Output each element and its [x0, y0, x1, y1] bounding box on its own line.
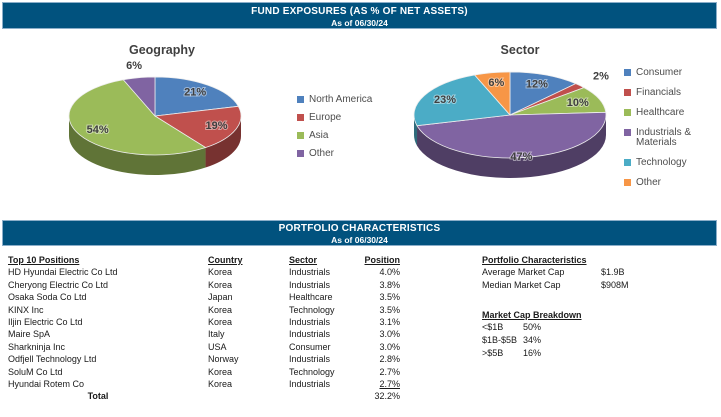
cell-text: 2.8%: [379, 354, 400, 365]
table-cell: [8, 316, 208, 328]
fund-exposures-header-bar: [2, 2, 717, 29]
table-cell: [363, 291, 400, 303]
table-row: [8, 328, 400, 340]
legend-swatch-icon: [624, 69, 631, 76]
legend-item-healthcare: [624, 108, 714, 118]
table-cell: [8, 378, 208, 390]
cell-text: Industrials: [289, 329, 331, 340]
pie-data-label: 23%: [433, 94, 457, 107]
legend-item-technology: [624, 158, 714, 168]
legend-swatch-icon: [624, 179, 631, 186]
cell-text: 3.5%: [379, 292, 400, 303]
pie-data-label: 6%: [126, 60, 143, 73]
table-cell: [208, 353, 289, 365]
sector-chart-title: Sector: [500, 43, 540, 57]
characteristic-row: [482, 266, 629, 278]
cell-text: Korea: [208, 316, 233, 327]
pie-data-label: 12%: [525, 78, 548, 91]
market-cap-breakdown-panel: [482, 309, 582, 360]
table-cell: [289, 279, 363, 291]
table-cell: [363, 254, 400, 266]
table-cell: [208, 254, 289, 266]
table-cell: [8, 266, 208, 278]
table-cell: [363, 328, 400, 340]
cell-text: HD Hyundai Electric Co Ltd: [8, 267, 118, 278]
legend-item-europe: [297, 113, 387, 123]
positions-total-row: [8, 390, 400, 402]
cell-text: Cheryong Electric Co Ltd: [8, 279, 109, 290]
cell-text: 2.7%: [379, 378, 400, 389]
table-cell: [8, 304, 208, 316]
table-cell: [289, 304, 363, 316]
legend-swatch-icon: [297, 150, 304, 157]
pie-data-label: 21%: [184, 86, 207, 99]
table-cell: [289, 254, 363, 266]
cell-text: Industrials: [289, 354, 331, 365]
table-row: [8, 316, 400, 328]
table-row: [8, 353, 400, 365]
cell-text: Technology: [289, 366, 335, 377]
fund-exposures-title: FUND EXPOSURES (AS % OF NET ASSETS): [251, 6, 468, 17]
legend-label: Other: [636, 177, 662, 188]
cell-text: Maire SpA: [8, 329, 51, 340]
table-cell: [8, 341, 208, 353]
geography-pie-chart: [40, 50, 280, 198]
stat-label: <$1B: [482, 322, 504, 333]
cell-text: 3.0%: [379, 329, 400, 340]
cell-text: 3.5%: [379, 304, 400, 315]
portfolio-characteristics-as-of-date: As of 06/30/24: [331, 235, 388, 245]
table-row: [8, 304, 400, 316]
table-row: [8, 279, 400, 291]
portfolio-characteristics-header-bar: [2, 220, 717, 246]
table-cell: [363, 304, 400, 316]
cell-text: Korea: [208, 304, 233, 315]
cell-text: Hyundai Rotem Co: [8, 378, 85, 389]
cell-text: USA: [208, 341, 227, 352]
table-cell: [289, 316, 363, 328]
legend-label: Other: [309, 148, 335, 159]
table-cell: [363, 341, 400, 353]
table-row: [8, 266, 400, 278]
table-cell: [289, 328, 363, 340]
table-cell: [208, 291, 289, 303]
table-cell: [8, 353, 208, 365]
positions-header-row: [8, 254, 400, 266]
legend-label: North America: [309, 94, 373, 105]
legend-item-financials: [624, 88, 714, 98]
pie-data-label: 2%: [593, 70, 609, 83]
table-cell: [363, 366, 400, 378]
table-cell: [363, 316, 400, 328]
cell-text: KINX Inc: [8, 304, 44, 315]
table-cell: [289, 266, 363, 278]
legend-label: Financials: [636, 87, 682, 98]
table-cell: [8, 328, 208, 340]
table-cell: [363, 390, 400, 402]
pie-data-label: 47%: [510, 151, 533, 164]
stat-label: >$5B: [482, 348, 504, 359]
cell-text: Consumer: [289, 341, 331, 352]
cell-text: Industrials: [289, 316, 331, 327]
cell-text: Sharkninja Inc: [8, 341, 66, 352]
legend-label: Healthcare: [636, 107, 685, 118]
market-cap-breakdown-title: Market Cap Breakdown: [482, 310, 582, 320]
cell-text: Total: [87, 391, 109, 402]
legend-swatch-icon: [624, 159, 631, 166]
legend-swatch-icon: [624, 89, 631, 96]
cell-text: Technology: [289, 304, 335, 315]
cell-text: Osaka Soda Co Ltd: [8, 292, 87, 303]
table-cell: [289, 390, 363, 402]
table-cell: [208, 304, 289, 316]
cell-text: 2.7%: [379, 366, 400, 377]
table-cell: [208, 378, 289, 390]
table-cell: [8, 366, 208, 378]
stat-value: 34%: [523, 335, 542, 346]
cell-text: Iljin Electric Co Ltd: [8, 316, 83, 327]
table-cell: [208, 279, 289, 291]
cell-text: Industrials: [289, 267, 331, 278]
legend-label: Technology: [636, 157, 687, 168]
cell-text: Industrials: [289, 378, 331, 389]
stat-label: $1B-$5B: [482, 335, 518, 346]
market-cap-row: [482, 347, 582, 360]
legend-swatch-icon: [297, 114, 304, 121]
characteristic-row: [482, 279, 629, 291]
table-row: [8, 366, 400, 378]
table-cell: [289, 366, 363, 378]
cell-text: Top 10 Positions: [8, 255, 80, 265]
table-cell: [208, 390, 289, 402]
legend-swatch-icon: [624, 129, 631, 136]
table-cell: [208, 366, 289, 378]
cell-text: Korea: [208, 267, 233, 278]
legend-label: Europe: [309, 112, 342, 123]
cell-text: 3.0%: [379, 341, 400, 352]
legend-item-consumer: [624, 68, 714, 78]
portfolio-characteristics-title: PORTFOLIO CHARACTERISTICS: [278, 223, 441, 234]
cell-text: Country: [208, 255, 243, 265]
cell-text: 3.1%: [379, 316, 400, 327]
stat-label: Average Market Cap: [482, 267, 565, 278]
table-row: [8, 341, 400, 353]
cell-text: 32.2%: [374, 391, 400, 402]
cell-text: Korea: [208, 366, 233, 377]
table-cell: [289, 291, 363, 303]
portfolio-characteristics-panel-title: Portfolio Characteristics: [482, 255, 587, 265]
table-cell: [208, 341, 289, 353]
market-cap-row: [482, 334, 582, 347]
stat-value: 50%: [523, 322, 542, 333]
legend-swatch-icon: [297, 132, 304, 139]
stat-value: 16%: [523, 348, 542, 359]
portfolio-characteristics-panel: [482, 254, 629, 291]
table-cell: [208, 328, 289, 340]
stat-label: Median Market Cap: [482, 279, 561, 290]
cell-text: Healthcare: [289, 292, 333, 303]
table-cell: [8, 254, 208, 266]
table-cell: [8, 279, 208, 291]
sector-pie-chart: [390, 50, 630, 198]
table-cell: [363, 279, 400, 291]
legend-label: Asia: [309, 130, 329, 141]
cell-text: Industrials: [289, 279, 331, 290]
geography-legend: [297, 95, 387, 159]
pie-data-label: 19%: [205, 119, 228, 132]
pie-data-label: 10%: [566, 96, 589, 109]
table-cell: [289, 341, 363, 353]
table-cell: [8, 291, 208, 303]
table-row: [8, 378, 400, 390]
cell-text: Korea: [208, 378, 233, 389]
legend-label: Consumer: [636, 67, 683, 78]
cell-text: Position: [364, 255, 400, 265]
top-10-positions-table: [8, 254, 400, 403]
table-cell: [208, 266, 289, 278]
legend-swatch-icon: [297, 96, 304, 103]
table-cell: [363, 378, 400, 390]
pie-data-label: 54%: [86, 124, 109, 137]
sector-legend: [624, 68, 714, 188]
table-cell: [363, 266, 400, 278]
table-cell: [8, 390, 188, 402]
cell-text: 3.8%: [379, 279, 400, 290]
geography-chart-title: Geography: [129, 43, 195, 57]
table-cell: [363, 353, 400, 365]
table-cell: [289, 378, 363, 390]
pie-data-label: 6%: [488, 76, 505, 89]
cell-text: SoluM Co Ltd: [8, 366, 63, 377]
market-cap-row: [482, 321, 582, 334]
legend-item-industrials-materials: [624, 128, 714, 148]
stat-value: $908M: [601, 279, 629, 290]
cell-text: Sector: [289, 255, 318, 265]
stat-value: $1.9B: [601, 267, 625, 278]
table-cell: [289, 353, 363, 365]
legend-item-other: [297, 149, 387, 159]
legend-item-asia: [297, 131, 387, 141]
legend-swatch-icon: [624, 109, 631, 116]
cell-text: Japan: [208, 292, 233, 303]
fund-exposures-as-of-date: As of 06/30/24: [331, 18, 388, 28]
cell-text: Odfjell Technology Ltd: [8, 354, 97, 365]
cell-text: Italy: [208, 329, 225, 340]
legend-item-other: [624, 178, 714, 188]
table-cell: [208, 316, 289, 328]
cell-text: Norway: [208, 354, 239, 365]
cell-text: Korea: [208, 279, 233, 290]
legend-label: Industrials & Materials: [636, 127, 692, 148]
legend-item-north-america: [297, 95, 387, 105]
table-row: [8, 291, 400, 303]
cell-text: 4.0%: [379, 267, 400, 278]
